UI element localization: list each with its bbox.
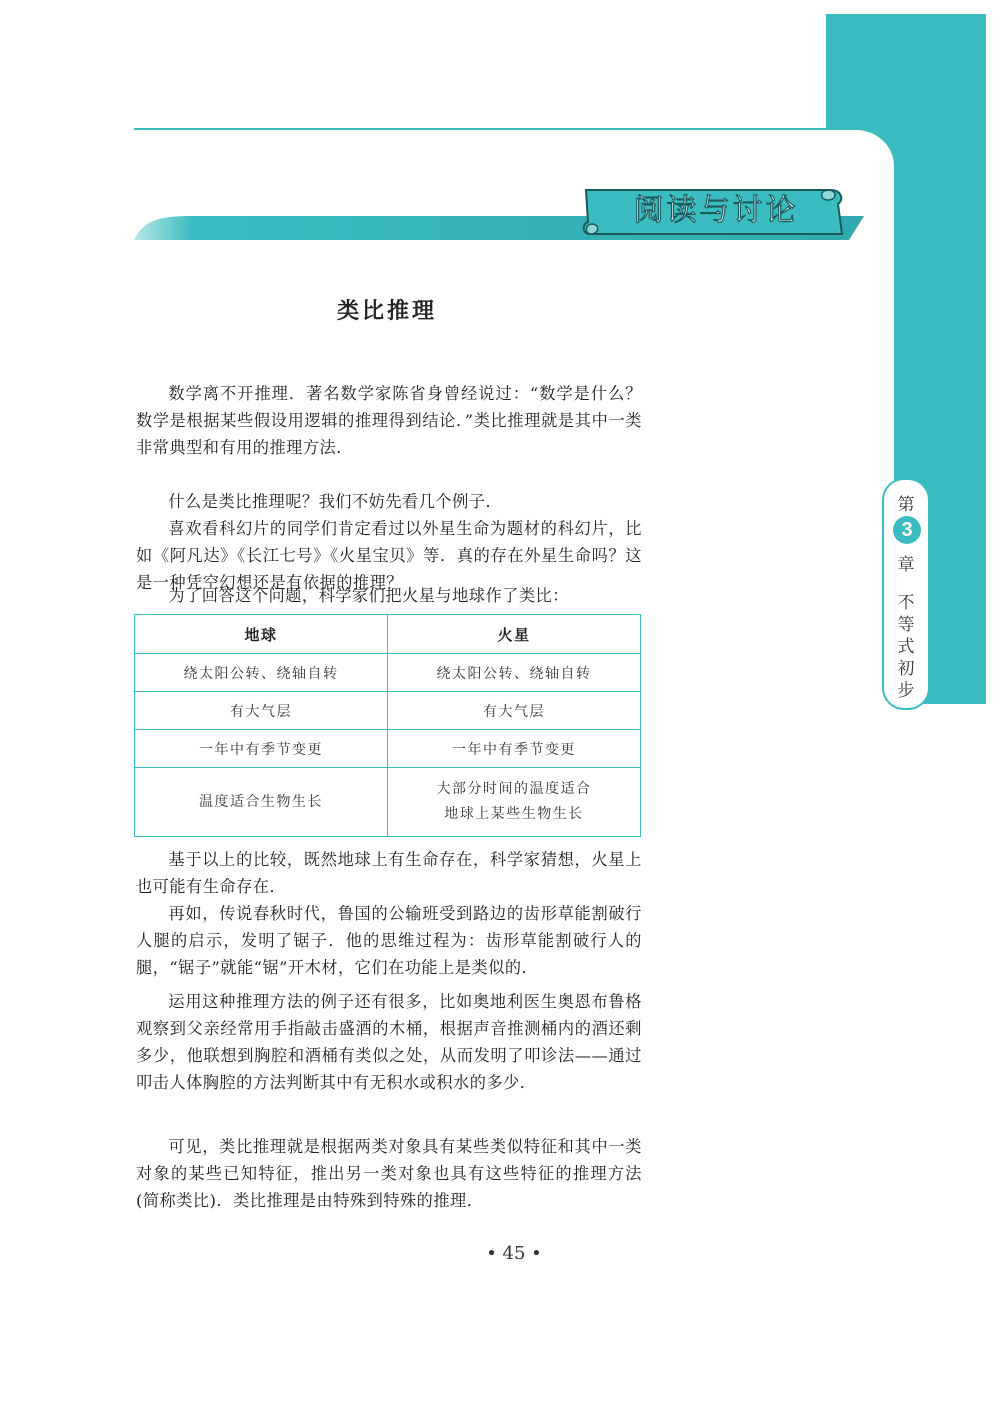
table-cell: 有大气层: [388, 692, 641, 730]
chapter-name-char: 不: [897, 593, 915, 613]
table-cell-line: 地球上某些生物生长: [444, 806, 584, 822]
chapter-name: [884, 592, 928, 702]
chapter-prefix: 第: [897, 495, 915, 515]
paragraph: 什么是类比推理呢？我们不妨先看几个例子．: [168, 492, 503, 511]
paragraph: 为了回答这个问题，科学家们把火星与地球作了类比：: [168, 586, 569, 605]
paragraph: 可见，类比推理就是根据两类对象具有某些类似特征和其中一类对象的某些已知特征，推出另一类对象也具有这些特征的推理方法(简称类比)．类比推理是由特殊到特殊的推理．: [136, 1137, 642, 1210]
column-header-mars: 火星: [388, 615, 641, 654]
page-number: • 45 •: [486, 1243, 542, 1264]
chapter-name-char: 式: [897, 637, 915, 657]
table-cell: [388, 768, 641, 837]
table-cell: 有大气层: [135, 692, 388, 730]
chapter-name-char: 等: [897, 615, 915, 635]
table-row: [135, 768, 641, 837]
comparison-table: [134, 614, 641, 837]
paragraph: 基于以上的比较，既然地球上有生命存在，科学家猜想，火星上也可能有生命存在．: [136, 850, 642, 896]
table-cell: 绕太阳公转、绕轴自转: [388, 654, 641, 692]
table-cell: 一年中有季节变更: [388, 730, 641, 768]
chapter-name-char: 步: [897, 681, 915, 701]
table-cell-line: 大部分时间的温度适合: [436, 781, 592, 797]
table-row: [135, 654, 641, 692]
chapter-number-badge: 3: [893, 516, 921, 544]
table-row: [135, 692, 641, 730]
paragraph: 运用这种推理方法的例子还有很多，比如奥地利医生奥恩布鲁格观察到父亲经常用手指敲击盛酒的木桶，根据声音推测桶内的酒还剩多少，他联想到胸腔和酒桶有类似之处，从而发明了叩诊法——通过叩击人体胸腔的方法判断其中有无积水或积水的多少．: [136, 992, 642, 1092]
paragraph: 数学离不开推理．著名数学家陈省身曾经说过：“数学是什么？数学是根据某些假设用逻辑的推理得到结论．”类比推理就是其中一类非常典型和有用的推理方法．: [136, 384, 642, 457]
column-header-earth: 地球: [135, 615, 388, 654]
table-cell: 一年中有季节变更: [135, 730, 388, 768]
table-cell: 绕太阳公转、绕轴自转: [135, 654, 388, 692]
section-banner-label: 阅读与讨论: [633, 193, 799, 228]
chapter-name-char: 初: [897, 659, 915, 679]
chapter-tab: [882, 478, 930, 710]
table-header-row: [135, 615, 641, 654]
paragraph: 再如，传说春秋时代，鲁国的公输班受到路边的齿形草能割破行人腿的启示，发明了锯子．他的思维过程为：齿形草能割破行人的腿，“锯子”就能“锯”开木材，它们在功能上是类似的．: [136, 904, 642, 977]
table-cell: 温度适合生物生长: [135, 768, 388, 837]
paragraph: 喜欢看科幻片的同学们肯定看过以外星生命为题材的科幻片，比如《阿凡达》《长江七号》《火星宝贝》等．真的存在外星生命吗？这是一种凭空幻想还是有依据的推理？: [136, 519, 642, 592]
chapter-suffix: 章: [897, 555, 915, 575]
article-title: 类比推理: [336, 299, 437, 324]
table-row: [135, 730, 641, 768]
